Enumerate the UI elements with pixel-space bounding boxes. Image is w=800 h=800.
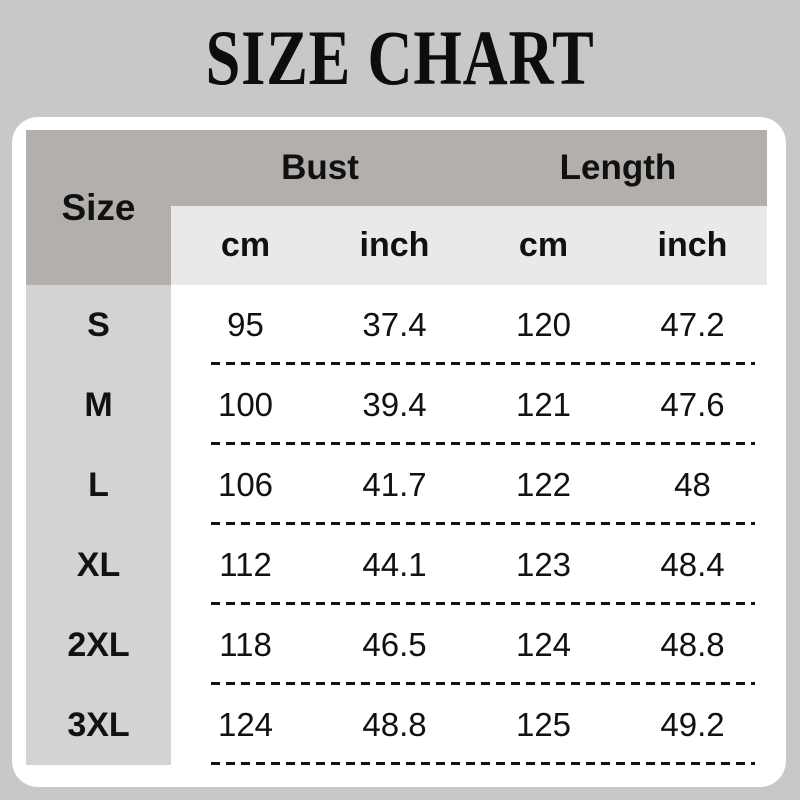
size-label: XL <box>26 525 171 605</box>
bust-inch-value: 37.4 <box>362 306 427 343</box>
table-row-l <box>26 445 767 525</box>
length-inch-value: 48.8 <box>660 626 725 663</box>
bust-inch-value: 44.1 <box>362 546 427 583</box>
size-label: S <box>26 285 171 365</box>
length-cm-value: 123 <box>515 546 572 583</box>
unit-header-bust-inch: inch <box>359 226 430 264</box>
bust-inch-value: 39.4 <box>362 386 427 423</box>
size-label: 3XL <box>26 685 171 765</box>
size-table <box>26 130 767 765</box>
length-cm-value: 124 <box>515 626 572 663</box>
bust-inch-value: 41.7 <box>362 466 427 503</box>
page-title <box>0 14 800 101</box>
table-row-xl <box>26 525 767 605</box>
table-row-s <box>26 285 767 365</box>
bust-cm-value: 124 <box>217 706 274 743</box>
size-label: 2XL <box>26 605 171 685</box>
table-header <box>26 130 767 285</box>
length-cm-value: 125 <box>515 706 572 743</box>
length-inch-value: 48 <box>674 466 711 503</box>
size-corner-header: Size <box>26 130 171 285</box>
bust-cm-value: 112 <box>219 546 272 583</box>
bust-cm-value: 106 <box>217 466 274 503</box>
table-row-2xl <box>26 605 767 685</box>
bust-inch-value: 46.5 <box>362 626 427 663</box>
length-inch-value: 48.4 <box>660 546 725 583</box>
group-header-bust: Bust <box>281 148 359 187</box>
length-cm-value: 121 <box>515 386 572 423</box>
bust-cm-value: 95 <box>227 306 264 343</box>
length-inch-value: 49.2 <box>660 706 725 743</box>
group-header-row <box>171 130 767 206</box>
unit-header-row <box>171 206 767 285</box>
length-cm-value: 120 <box>515 306 572 343</box>
size-label: L <box>26 445 171 525</box>
table-row-3xl <box>26 685 767 765</box>
unit-header-bust-cm: cm <box>220 226 271 264</box>
bust-cm-value: 118 <box>219 626 272 663</box>
group-header-length: Length <box>559 148 677 187</box>
table-row-m <box>26 365 767 445</box>
length-inch-value: 47.6 <box>660 386 725 423</box>
table-body <box>26 285 767 765</box>
bust-cm-value: 100 <box>217 386 274 423</box>
unit-header-length-inch: inch <box>657 226 728 264</box>
page-title-text: SIZE CHART <box>205 14 595 101</box>
unit-header-length-cm: cm <box>518 226 569 264</box>
table-header-right <box>171 130 767 285</box>
length-inch-value: 47.2 <box>660 306 725 343</box>
bust-inch-value: 48.8 <box>362 706 427 743</box>
length-cm-value: 122 <box>515 466 572 503</box>
size-chart-card <box>12 117 786 787</box>
size-label: M <box>26 365 171 445</box>
